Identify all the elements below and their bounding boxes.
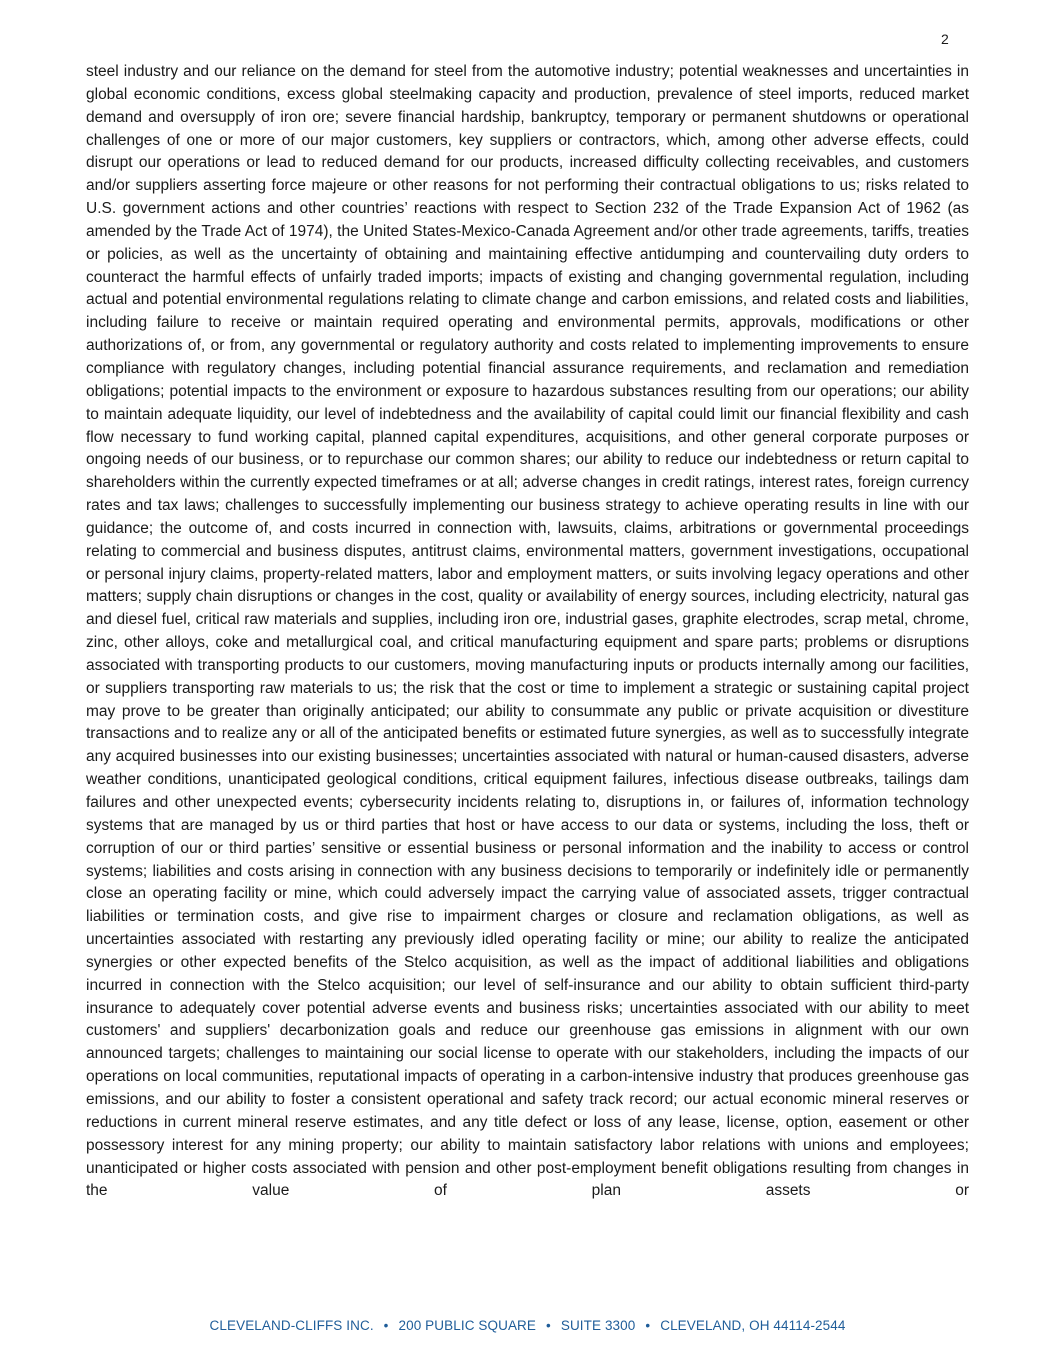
footer-company: CLEVELAND-CLIFFS INC. [209, 1318, 374, 1333]
body-paragraph: steel industry and our reliance on the demand for steel from the automotive industry; potential weaknesses and uncertainties in global economic conditions, excess global steelmaking capacity and production, prevalence of steel imports, reduced market demand and oversupply of iron ore; severe financial hardship, bankruptcy, temporary or permanent shutdowns or operational challenges of one or more of our major customers, key suppliers or contractors, which, among other adverse effects, could disrupt our operations or lead to reduced demand for our products, increased difficulty collecting receivables, and customers and/or suppliers asserting force majeure or other reasons for not performing their contractual obligations to us; risks related to U.S. government actions and other countries’ reactions with respect to Section 232 of the Trade Expansion Act of 1962 (as amended by the Trade Act of 1974), the United States-Mexico-Canada Agreement and/or other trade agreements, tariffs, treaties or policies, as well as the uncertainty of obtaining and maintaining effective antidumping and countervailing duty orders to counteract the harmful effects of unfairly traded imports; impacts of existing and changing governmental regulation, including actual and potential environmental regulations relating to climate change and carbon emissions, and related costs and liabilities, including failure to receive or maintain required operating and environmental permits, approvals, modifications or other authorizations of, or from, any governmental or regulatory authority and costs related to implementing improvements to ensure compliance with regulatory changes, including potential financial assurance requirements, and reclamation and remediation obligations; potential impacts to the environment or exposure to hazardous substances resulting from our operations; our ability to maintain adequate liquidity, our level of indebtedness and the availability of capital could limit our financial flexibility and cash flow necessary to fund working capital, planned capital expenditures, acquisitions, and other general corporate purposes or ongoing needs of our business, or to repurchase our common shares; our ability to reduce our indebtedness or return capital to shareholders within the currently expected timeframes or at all; adverse changes in credit ratings, interest rates, foreign currency rates and tax laws; challenges to successfully implementing our business strategy to achieve operating results in line with our guidance; the outcome of, and costs incurred in connection with, lawsuits, claims, arbitrations or governmental proceedings relating to commercial and business disputes, antitrust claims, environmental matters, government investigations, occupational or personal injury claims, property-related matters, labor and employment matters, or suits involving legacy operations and other matters; supply chain disruptions or changes in the cost, quality or availability of energy sources, including electricity, natural gas and diesel fuel, critical raw materials and supplies, including iron ore, industrial gases, graphite electrodes, scrap metal, chrome, zinc, other alloys, coke and metallurgical coal, and critical manufacturing equipment and spare parts; problems or disruptions associated with transporting products to our customers, moving manufacturing inputs or products internally among our facilities, or suppliers transporting raw materials to us; the risk that the cost or time to implement a strategic or sustaining capital project may prove to be greater than originally anticipated; our ability to consummate any public or private acquisition or divestiture transactions and to realize any or all of the anticipated benefits or estimated future synergies, as well as to successfully integrate any acquired businesses into our existing businesses; uncertainties associated with natural or human-caused disasters, adverse weather conditions, unanticipated geological conditions, critical equipment failures, infectious disease outbreaks, tailings dam failures and other unexpected events; cybersecurity incidents relating to, disruptions in, or failures of, information technology systems that are managed by us or third parties that host or have access to our data or systems, including the loss, theft or corruption of our or third parties’ sensitive or essential business or personal information and the inability to access or control systems; liabilities and costs arising in connection with any business decisions to temporarily or indefinitely idle or permanently close an operating facility or mine, which could adversely impact the carrying value of associated assets, trigger contractual liabilities or termination costs, and give rise to impairment charges or closure and reclamation obligations, as well as uncertainties associated with restarting any previously idled operating facility or mine; our ability to realize the anticipated synergies or other expected benefits of the Stelco acquisition, as well as the impact of additional liabilities and obligations incurred in connection with the Stelco acquisition; our level of self-insurance and our ability to obtain sufficient third-party insurance to adequately cover potential adverse events and business risks; uncertainties associated with our ability to meet customers' and suppliers' decarbonization goals and reduce our greenhouse gas emissions in alignment with our own announced targets; challenges to maintaining our social license to operate with our stakeholders, including the impacts of our operations on local communities, reputational impacts of operating in a carbon-intensive industry that produces greenhouse gas emissions, and our ability to foster a consistent operational and safety track record; our actual economic mineral reserves or reductions in current mineral reserve estimates, and any title defect or loss of any lease, license, option, easement or other possessory interest for any mining property; our ability to maintain satisfactory labor relations with unions and employees; unanticipated or higher costs associated with pension and other post-employment benefit obligations resulting from changes in the value of plan assets or [86, 63, 969, 1200]
footer-separator: • [546, 1318, 551, 1333]
footer-suite: SUITE 3300 [560, 1318, 636, 1333]
footer-address [0, 1317, 1055, 1335]
footer-street: 200 PUBLIC SQUARE [398, 1318, 537, 1333]
footer-separator: • [383, 1318, 389, 1333]
footer-city: CLEVELAND, OH 44114-2544 [660, 1318, 846, 1333]
footer-separator: • [645, 1318, 651, 1333]
page-number: 2 [941, 31, 949, 47]
